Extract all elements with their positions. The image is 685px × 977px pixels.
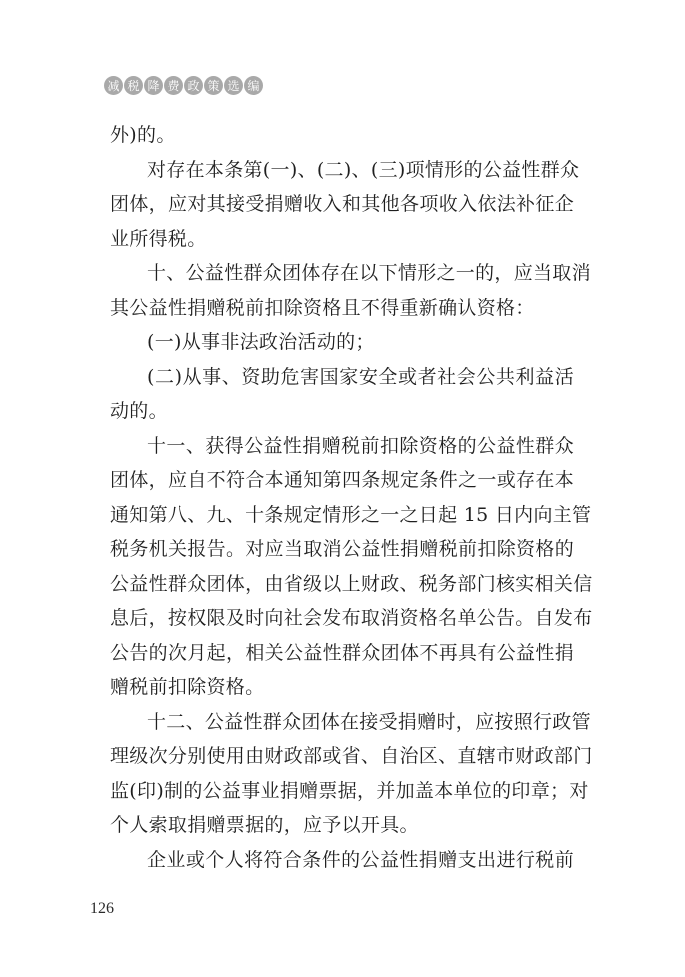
header-char-badge: 策 — [204, 76, 223, 95]
text-line: 动的。 — [110, 400, 168, 422]
text-line: 其公益性捐赠税前扣除资格且不得重新确认资格： — [110, 296, 535, 319]
header-char-badge: 费 — [164, 76, 183, 95]
text-line: 税务机关报告。对应当取消公益性捐赠税前扣除资格的 — [110, 538, 574, 560]
text-line: 企业或个人将符合条件的公益性捐赠支出进行税前 — [147, 848, 574, 871]
text-line: 团体，应对其接受捐赠收入和其他各项收入依法补征企 — [110, 193, 574, 215]
header-char-badge: 降 — [144, 76, 163, 95]
text-line: 赠税前扣除资格。 — [110, 676, 265, 698]
text-line: 十、公益性群众团体存在以下情形之一的，应当取消 — [147, 262, 591, 284]
text-line: 监(印)制的公益事业捐赠票据，并加盖本单位的印章；对 — [110, 779, 589, 802]
text-line: (一)从事非法政治活动的； — [147, 331, 375, 353]
header-char-badge: 编 — [244, 76, 263, 95]
text-line: 十一、获得公益性捐赠税前扣除资格的公益性群众 — [147, 434, 574, 457]
body-text — [110, 118, 593, 877]
text-line: 公益性群众团体，由省级以上财政、税务部门核实相关信 — [110, 572, 593, 595]
header-char-badge: 政 — [184, 76, 203, 95]
header-char-badge: 税 — [124, 76, 143, 95]
text-line: (二)从事、资助危害国家安全或者社会公共利益活 — [147, 365, 574, 388]
text-line: 理级次分别使用由财政部或省、自治区、直辖市财政部门 — [110, 745, 593, 767]
text-line: 业所得税。 — [110, 227, 207, 250]
running-header — [104, 76, 263, 95]
page-number: 126 — [90, 900, 114, 917]
text-line: 通知第八、九、十条规定情形之一之日起 15 日内向主管 — [110, 503, 592, 526]
text-line: 对存在本条第(一)、(二)、(三)项情形的公益性群众 — [147, 158, 580, 181]
text-line: 息后，按权限及时向社会发布取消资格名单公告。自发布 — [110, 607, 593, 629]
text-line: 十二、公益性群众团体在接受捐赠时，应按照行政管 — [147, 710, 591, 733]
text-line: 公告的次月起，相关公益性群众团体不再具有公益性捐 — [110, 641, 574, 664]
text-line: 团体，应自不符合本通知第四条规定条件之一或存在本 — [110, 469, 574, 491]
text-line: 个人索取捐赠票据的，应予以开具。 — [110, 814, 419, 836]
header-char-badge: 选 — [224, 76, 243, 95]
header-char-badge: 减 — [104, 76, 123, 95]
text-line: 外)的。 — [110, 124, 176, 146]
